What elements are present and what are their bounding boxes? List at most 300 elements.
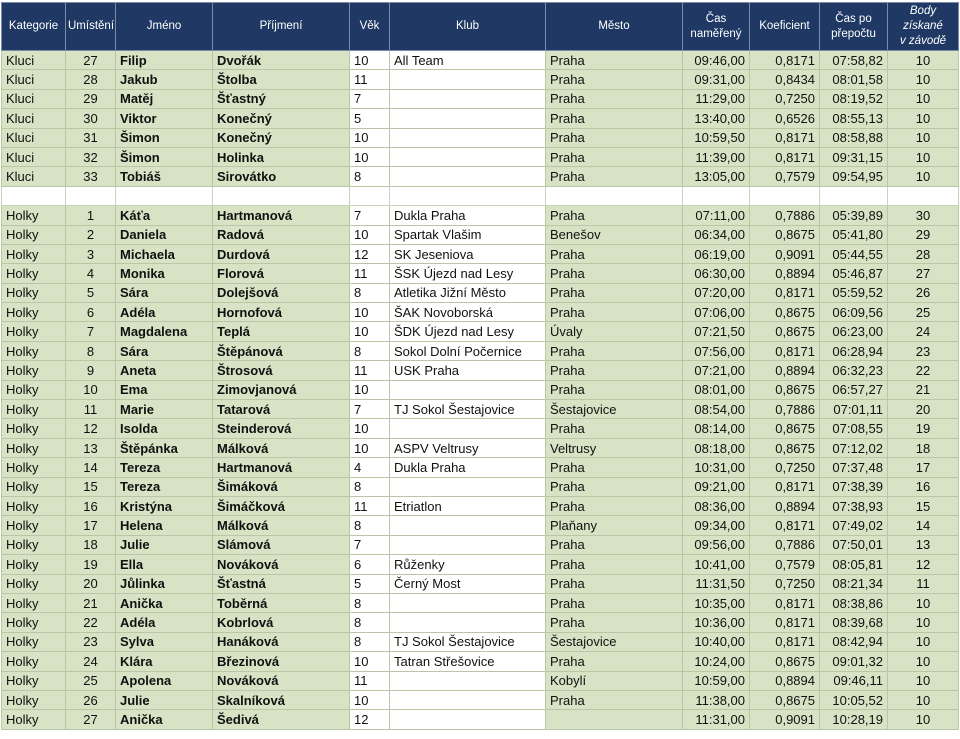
cell-points: 11: [888, 574, 959, 593]
cell-city: Veltrusy: [546, 438, 683, 457]
cell-category: Holky: [2, 322, 66, 341]
cell-first-name: Monika: [116, 264, 213, 283]
cell-coefficient: 0,7579: [750, 555, 820, 574]
header-points: [888, 3, 959, 51]
cell-time: 10:35,00: [683, 593, 750, 612]
cell-club: Atletika Jižní Město: [390, 283, 546, 302]
cell-points: 17: [888, 458, 959, 477]
cell-points: 25: [888, 303, 959, 322]
cell-position: 10: [66, 380, 116, 399]
cell-club: [390, 167, 546, 186]
cell-time: 13:05,00: [683, 167, 750, 186]
cell-recalc: 09:31,15: [820, 147, 888, 166]
cell-city: Šestajovice: [546, 632, 683, 651]
separator-cell: [350, 186, 390, 205]
cell-category: Holky: [2, 574, 66, 593]
cell-recalc: 07:37,48: [820, 458, 888, 477]
cell-surname: Teplá: [213, 322, 350, 341]
cell-first-name: Ema: [116, 380, 213, 399]
cell-position: 13: [66, 438, 116, 457]
cell-age: 8: [350, 613, 390, 632]
cell-position: 12: [66, 419, 116, 438]
cell-category: Holky: [2, 438, 66, 457]
cell-recalc: 06:32,23: [820, 361, 888, 380]
cell-club: TJ Sokol Šestajovice: [390, 400, 546, 419]
cell-coefficient: 0,9091: [750, 244, 820, 263]
cell-points: 26: [888, 283, 959, 302]
cell-recalc: 08:39,68: [820, 613, 888, 632]
cell-age: 8: [350, 167, 390, 186]
separator-cell: [750, 186, 820, 205]
header-city: Město: [546, 3, 683, 51]
cell-points: 28: [888, 244, 959, 263]
cell-surname: Skalníková: [213, 690, 350, 709]
cell-points: 22: [888, 361, 959, 380]
cell-category: Kluci: [2, 70, 66, 89]
cell-position: 27: [66, 51, 116, 70]
cell-position: 23: [66, 632, 116, 651]
cell-club: ASPV Veltrusy: [390, 438, 546, 457]
separator-cell: [888, 186, 959, 205]
cell-city: Kobylí: [546, 671, 683, 690]
cell-points: 10: [888, 89, 959, 108]
cell-position: 2: [66, 225, 116, 244]
cell-category: Holky: [2, 361, 66, 380]
cell-time: 11:29,00: [683, 89, 750, 108]
cell-points: 18: [888, 438, 959, 457]
cell-coefficient: 0,8171: [750, 593, 820, 612]
separator-cell: [66, 186, 116, 205]
table-row: [2, 322, 959, 341]
header-points-line1: Body získané: [903, 5, 943, 32]
cell-recalc: 08:05,81: [820, 555, 888, 574]
cell-points: 10: [888, 690, 959, 709]
cell-coefficient: 0,8894: [750, 496, 820, 515]
table-row: [2, 438, 959, 457]
cell-first-name: Kristýna: [116, 496, 213, 515]
cell-surname: Šedivá: [213, 710, 350, 729]
cell-position: 33: [66, 167, 116, 186]
cell-time: 08:14,00: [683, 419, 750, 438]
cell-city: Praha: [546, 477, 683, 496]
cell-points: 24: [888, 322, 959, 341]
table-row: [2, 710, 959, 729]
cell-time: 11:38,00: [683, 690, 750, 709]
cell-first-name: Sylva: [116, 632, 213, 651]
cell-time: 10:24,00: [683, 652, 750, 671]
cell-coefficient: 0,8675: [750, 303, 820, 322]
cell-position: 31: [66, 128, 116, 147]
cell-first-name: Šimon: [116, 147, 213, 166]
cell-club: Etriatlon: [390, 496, 546, 515]
cell-surname: Konečný: [213, 128, 350, 147]
cell-club: Tatran Střešovice: [390, 652, 546, 671]
header-recalc: [820, 3, 888, 51]
cell-first-name: Matěj: [116, 89, 213, 108]
cell-age: 11: [350, 70, 390, 89]
cell-age: 10: [350, 380, 390, 399]
cell-coefficient: 0,8171: [750, 516, 820, 535]
cell-surname: Šťastný: [213, 89, 350, 108]
cell-coefficient: 0,8894: [750, 361, 820, 380]
cell-coefficient: 0,7250: [750, 89, 820, 108]
cell-age: 10: [350, 652, 390, 671]
cell-points: 10: [888, 109, 959, 128]
table-body: [2, 51, 959, 730]
cell-surname: Radová: [213, 225, 350, 244]
cell-time: 09:31,00: [683, 70, 750, 89]
cell-category: Holky: [2, 690, 66, 709]
cell-city: Praha: [546, 128, 683, 147]
cell-coefficient: 0,8675: [750, 419, 820, 438]
cell-club: TJ Sokol Šestajovice: [390, 632, 546, 651]
cell-coefficient: 0,9091: [750, 710, 820, 729]
cell-time: 06:30,00: [683, 264, 750, 283]
cell-time: 09:56,00: [683, 535, 750, 554]
cell-first-name: Tobiáš: [116, 167, 213, 186]
cell-age: 8: [350, 632, 390, 651]
cell-position: 9: [66, 361, 116, 380]
cell-age: 12: [350, 710, 390, 729]
cell-position: 14: [66, 458, 116, 477]
cell-city: Praha: [546, 496, 683, 515]
cell-coefficient: 0,8675: [750, 225, 820, 244]
cell-first-name: Sára: [116, 283, 213, 302]
cell-category: Holky: [2, 244, 66, 263]
cell-city: Praha: [546, 51, 683, 70]
cell-position: 22: [66, 613, 116, 632]
cell-club: Dukla Praha: [390, 458, 546, 477]
cell-club: ŠDK Újezd nad Lesy: [390, 322, 546, 341]
cell-time: 08:36,00: [683, 496, 750, 515]
cell-club: [390, 380, 546, 399]
cell-points: 29: [888, 225, 959, 244]
cell-category: Kluci: [2, 109, 66, 128]
cell-category: Kluci: [2, 89, 66, 108]
cell-city: Praha: [546, 613, 683, 632]
cell-recalc: 08:21,34: [820, 574, 888, 593]
cell-city: Praha: [546, 535, 683, 554]
cell-category: Holky: [2, 613, 66, 632]
cell-club: [390, 477, 546, 496]
cell-position: 1: [66, 206, 116, 225]
cell-time: 09:46,00: [683, 51, 750, 70]
cell-city: Praha: [546, 109, 683, 128]
cell-category: Kluci: [2, 51, 66, 70]
cell-surname: Nováková: [213, 555, 350, 574]
table-row: [2, 167, 959, 186]
cell-surname: Málková: [213, 438, 350, 457]
cell-points: 27: [888, 264, 959, 283]
cell-time: 10:40,00: [683, 632, 750, 651]
cell-first-name: Daniela: [116, 225, 213, 244]
table-row: [2, 128, 959, 147]
cell-points: 23: [888, 341, 959, 360]
cell-coefficient: 0,8675: [750, 380, 820, 399]
cell-first-name: Tereza: [116, 458, 213, 477]
cell-first-name: Filip: [116, 51, 213, 70]
header-age: Věk: [350, 3, 390, 51]
cell-recalc: 09:46,11: [820, 671, 888, 690]
cell-club: SK Jeseniova: [390, 244, 546, 263]
cell-city: Praha: [546, 89, 683, 108]
header-recalc-line1: Čas po: [835, 12, 872, 25]
cell-first-name: Julie: [116, 690, 213, 709]
cell-age: 7: [350, 206, 390, 225]
cell-recalc: 06:57,27: [820, 380, 888, 399]
cell-category: Holky: [2, 341, 66, 360]
cell-category: Holky: [2, 264, 66, 283]
header-club: Klub: [390, 3, 546, 51]
cell-recalc: 07:50,01: [820, 535, 888, 554]
cell-position: 32: [66, 147, 116, 166]
cell-surname: Štěpánová: [213, 341, 350, 360]
cell-points: 10: [888, 593, 959, 612]
cell-city: Praha: [546, 303, 683, 322]
cell-time: 11:31,00: [683, 710, 750, 729]
table-row: [2, 593, 959, 612]
cell-recalc: 07:38,39: [820, 477, 888, 496]
cell-category: Holky: [2, 710, 66, 729]
cell-category: Holky: [2, 458, 66, 477]
cell-surname: Konečný: [213, 109, 350, 128]
cell-surname: Hornofová: [213, 303, 350, 322]
cell-city: Praha: [546, 244, 683, 263]
cell-first-name: Aneta: [116, 361, 213, 380]
cell-position: 27: [66, 710, 116, 729]
cell-points: 10: [888, 128, 959, 147]
cell-first-name: Sára: [116, 341, 213, 360]
table-row: [2, 671, 959, 690]
cell-club: [390, 690, 546, 709]
cell-age: 10: [350, 690, 390, 709]
cell-points: 14: [888, 516, 959, 535]
cell-time: 10:36,00: [683, 613, 750, 632]
cell-surname: Dvořák: [213, 51, 350, 70]
cell-time: 07:20,00: [683, 283, 750, 302]
cell-recalc: 08:58,88: [820, 128, 888, 147]
cell-time: 08:54,00: [683, 400, 750, 419]
cell-first-name: Ella: [116, 555, 213, 574]
cell-position: 20: [66, 574, 116, 593]
separator-cell: [683, 186, 750, 205]
cell-category: Kluci: [2, 128, 66, 147]
cell-recalc: 10:05,52: [820, 690, 888, 709]
cell-surname: Březinová: [213, 652, 350, 671]
cell-city: Úvaly: [546, 322, 683, 341]
cell-points: 21: [888, 380, 959, 399]
cell-city: [546, 710, 683, 729]
cell-city: Praha: [546, 652, 683, 671]
cell-city: Praha: [546, 264, 683, 283]
table-row: [2, 690, 959, 709]
table-row: [2, 361, 959, 380]
cell-time: 13:40,00: [683, 109, 750, 128]
cell-age: 10: [350, 225, 390, 244]
table-row: [2, 70, 959, 89]
cell-club: [390, 535, 546, 554]
cell-surname: Slámová: [213, 535, 350, 554]
cell-first-name: Magdalena: [116, 322, 213, 341]
cell-points: 10: [888, 652, 959, 671]
cell-city: Praha: [546, 380, 683, 399]
cell-recalc: 08:55,13: [820, 109, 888, 128]
cell-category: Holky: [2, 400, 66, 419]
table-row: [2, 206, 959, 225]
cell-category: Holky: [2, 206, 66, 225]
cell-city: Benešov: [546, 225, 683, 244]
cell-coefficient: 0,8894: [750, 264, 820, 283]
cell-position: 3: [66, 244, 116, 263]
table-row: [2, 516, 959, 535]
cell-city: Praha: [546, 341, 683, 360]
cell-position: 4: [66, 264, 116, 283]
cell-points: 10: [888, 671, 959, 690]
table-row: [2, 400, 959, 419]
cell-category: Holky: [2, 380, 66, 399]
cell-city: Praha: [546, 147, 683, 166]
cell-surname: Štolba: [213, 70, 350, 89]
cell-surname: Tatarová: [213, 400, 350, 419]
cell-city: Plaňany: [546, 516, 683, 535]
cell-recalc: 06:28,94: [820, 341, 888, 360]
cell-time: 06:34,00: [683, 225, 750, 244]
table-header: [2, 3, 959, 51]
cell-position: 17: [66, 516, 116, 535]
cell-surname: Florová: [213, 264, 350, 283]
cell-city: Praha: [546, 361, 683, 380]
cell-category: Holky: [2, 555, 66, 574]
cell-first-name: Marie: [116, 400, 213, 419]
cell-time: 10:59,00: [683, 671, 750, 690]
cell-first-name: Julie: [116, 535, 213, 554]
cell-position: 30: [66, 109, 116, 128]
cell-surname: Steinderová: [213, 419, 350, 438]
cell-points: 10: [888, 632, 959, 651]
cell-points: 10: [888, 613, 959, 632]
cell-position: 24: [66, 652, 116, 671]
cell-points: 16: [888, 477, 959, 496]
cell-city: Praha: [546, 458, 683, 477]
cell-age: 4: [350, 458, 390, 477]
cell-recalc: 05:39,89: [820, 206, 888, 225]
cell-age: 10: [350, 51, 390, 70]
cell-points: 10: [888, 147, 959, 166]
cell-position: 19: [66, 555, 116, 574]
header-surname: Příjmení: [213, 3, 350, 51]
cell-surname: Sirovátko: [213, 167, 350, 186]
separator-cell: [2, 186, 66, 205]
cell-category: Holky: [2, 419, 66, 438]
cell-club: Spartak Vlašim: [390, 225, 546, 244]
cell-category: Holky: [2, 225, 66, 244]
header-position: Umístění: [66, 3, 116, 51]
cell-recalc: 07:49,02: [820, 516, 888, 535]
cell-age: 10: [350, 419, 390, 438]
separator-cell: [820, 186, 888, 205]
cell-coefficient: 0,8675: [750, 438, 820, 457]
table-row: [2, 283, 959, 302]
cell-time: 07:21,50: [683, 322, 750, 341]
cell-club: [390, 593, 546, 612]
cell-recalc: 07:01,11: [820, 400, 888, 419]
cell-time: 07:21,00: [683, 361, 750, 380]
cell-time: 09:34,00: [683, 516, 750, 535]
table-row: [2, 574, 959, 593]
cell-recalc: 07:08,55: [820, 419, 888, 438]
cell-position: 18: [66, 535, 116, 554]
cell-recalc: 08:01,58: [820, 70, 888, 89]
cell-coefficient: 0,8171: [750, 613, 820, 632]
cell-coefficient: 0,8171: [750, 341, 820, 360]
cell-age: 11: [350, 671, 390, 690]
table-row: [2, 380, 959, 399]
cell-position: 25: [66, 671, 116, 690]
header-time: [683, 3, 750, 51]
table-row: [2, 652, 959, 671]
cell-position: 15: [66, 477, 116, 496]
cell-time: 09:21,00: [683, 477, 750, 496]
cell-coefficient: 0,8171: [750, 477, 820, 496]
cell-coefficient: 0,8894: [750, 671, 820, 690]
cell-recalc: 06:09,56: [820, 303, 888, 322]
header-time-line2: naměřený: [690, 27, 742, 40]
cell-coefficient: 0,7886: [750, 206, 820, 225]
cell-recalc: 07:58,82: [820, 51, 888, 70]
cell-city: Praha: [546, 419, 683, 438]
cell-club: Růženky: [390, 555, 546, 574]
cell-age: 7: [350, 89, 390, 108]
cell-first-name: Klára: [116, 652, 213, 671]
table-row: [2, 244, 959, 263]
cell-coefficient: 0,8675: [750, 322, 820, 341]
table-row: [2, 458, 959, 477]
cell-age: 8: [350, 341, 390, 360]
cell-category: Kluci: [2, 167, 66, 186]
table-row: [2, 51, 959, 70]
cell-position: 21: [66, 593, 116, 612]
cell-coefficient: 0,8434: [750, 70, 820, 89]
cell-time: 10:59,50: [683, 128, 750, 147]
cell-age: 11: [350, 264, 390, 283]
cell-position: 8: [66, 341, 116, 360]
cell-surname: Štrosová: [213, 361, 350, 380]
table-row: [2, 496, 959, 515]
cell-club: Dukla Praha: [390, 206, 546, 225]
cell-position: 11: [66, 400, 116, 419]
cell-club: [390, 419, 546, 438]
cell-points: 20: [888, 400, 959, 419]
cell-coefficient: 0,7250: [750, 574, 820, 593]
cell-position: 6: [66, 303, 116, 322]
cell-category: Holky: [2, 516, 66, 535]
separator-row: [2, 186, 959, 205]
cell-points: 15: [888, 496, 959, 515]
cell-time: 08:18,00: [683, 438, 750, 457]
header-category: Kategorie: [2, 3, 66, 51]
header-points-line2: v závodě: [899, 35, 947, 47]
cell-surname: Kobrlová: [213, 613, 350, 632]
cell-coefficient: 0,6526: [750, 109, 820, 128]
cell-club: [390, 89, 546, 108]
table-row: [2, 555, 959, 574]
cell-age: 8: [350, 593, 390, 612]
cell-age: 6: [350, 555, 390, 574]
cell-city: Praha: [546, 574, 683, 593]
cell-time: 07:11,00: [683, 206, 750, 225]
header-recalc-line2: přepočtu: [831, 27, 876, 40]
table-row: [2, 632, 959, 651]
